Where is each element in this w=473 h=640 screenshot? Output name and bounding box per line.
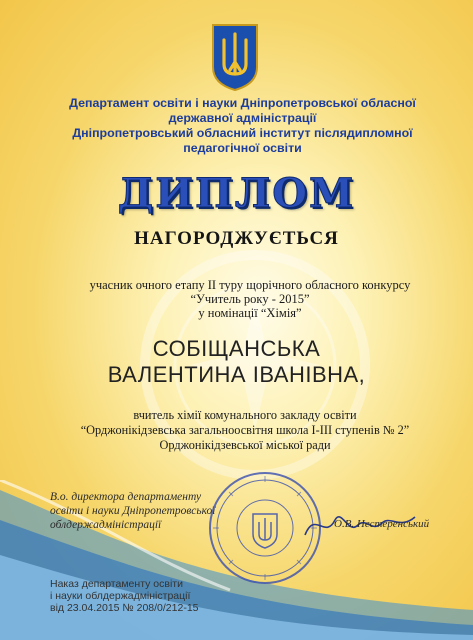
- order-line: і науки облдержадміністрації: [50, 590, 191, 602]
- signer-line: облдержадміністрації: [50, 519, 162, 531]
- department-line: державної адміністрації: [168, 111, 317, 125]
- participant-line: учасник очного етапу ІІ туру щорічного обласного конкурсу: [89, 278, 411, 292]
- diploma-title: ДИПЛОМ: [117, 170, 356, 217]
- position-line: Орджонікідзевської міської ради: [159, 438, 331, 452]
- recipient-name: [0, 336, 473, 388]
- recipient-surname: СОБІЩАНСЬКА: [152, 336, 321, 361]
- award-subtitle: НАГОРОДЖУЄТЬСЯ: [134, 228, 339, 249]
- participant-line: у номінації “Хімія”: [198, 306, 302, 320]
- signer-line: освіти і науки Дніпропетровської: [50, 505, 216, 517]
- participant-description: [40, 278, 460, 320]
- department-line: Дніпропетровський обласний інститут післядипломної: [72, 126, 413, 140]
- position-line: вчитель хімії комунального закладу освіти: [133, 408, 357, 422]
- signer-line: В.о. директора департаменту: [50, 491, 202, 503]
- department-header: [40, 96, 445, 156]
- department-line: Департамент освіти і науки Дніпропетровської обласної: [69, 96, 416, 110]
- position-line: “Орджонікідзевська загальноосвітня школа І-ІІІ ступенів № 2”: [80, 423, 410, 437]
- department-line: педагогічної освіти: [183, 141, 302, 155]
- order-line: від 23.04.2015 № 208/0/212-15: [50, 602, 199, 614]
- recipient-position: [40, 408, 450, 453]
- order-line: Наказ департаменту освіти: [50, 578, 183, 590]
- recipient-given-names: ВАЛЕНТИНА ІВАНІВНА,: [107, 362, 366, 387]
- order-reference: [50, 578, 270, 614]
- signer-name: О.В. Нестеренський: [334, 518, 430, 530]
- participant-line: “Учитель року - 2015”: [190, 292, 310, 306]
- trident-emblem-icon: [210, 22, 260, 92]
